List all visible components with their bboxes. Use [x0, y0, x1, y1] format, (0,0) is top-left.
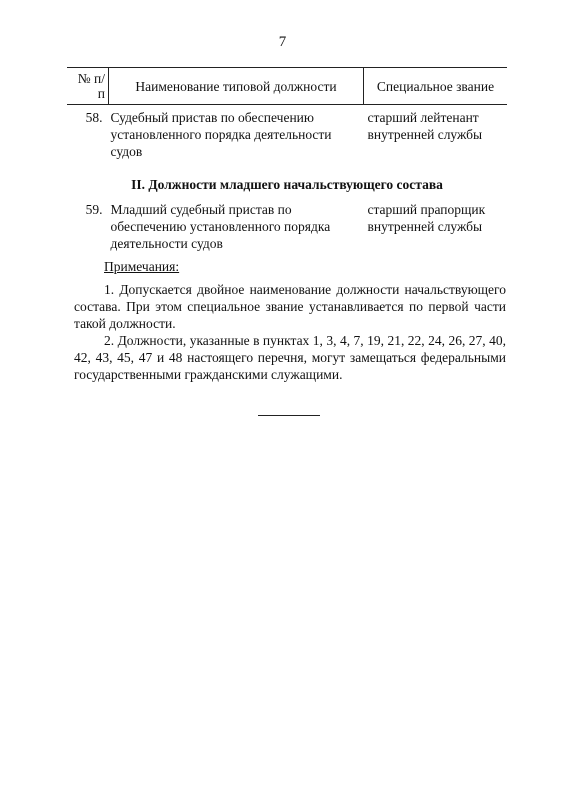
table-row — [67, 105, 507, 161]
row-special-rank: старший лейтенант внутренней службы — [367, 110, 483, 142]
table-row — [67, 201, 507, 252]
table-header-row — [67, 68, 507, 105]
row-position-name: Судебный пристав по обеспечению установленного порядка деятельности судов — [110, 110, 332, 159]
header-number: № п/п — [67, 68, 109, 105]
end-separator-line — [258, 415, 320, 416]
note-item: 1. Допускается двойное наименование должности начальствующего состава. При этом специальное звание устанавливается по первой части такой должности. — [74, 282, 506, 331]
row-position-name: Младший судебный пристав по обеспечению установленного порядка деятельности судов — [110, 202, 331, 251]
notes-section — [74, 258, 506, 383]
header-special-rank: Специальное звание — [364, 68, 508, 105]
notes-title: Примечания: — [104, 259, 180, 274]
note-item: 2. Должности, указанные в пунктах 1, 3, 4, 7, 19, 21, 22, 24, 26, 27, 40, 42, 43, 45, 47 и 48 настоящего перечня, могут замещаться федеральными государственными гражданскими служащими. — [74, 333, 506, 382]
section-heading: II. Должности младшего начальствующего состава — [131, 177, 443, 192]
row-number: 58. — [85, 110, 103, 125]
row-number: 59. — [85, 202, 103, 217]
page-number: 7 — [278, 34, 287, 50]
positions-table — [67, 67, 507, 252]
row-special-rank: старший прапорщик внутренней службы — [367, 202, 486, 234]
header-position-name: Наименование типовой должности — [109, 68, 364, 105]
section-heading-row — [67, 160, 507, 201]
